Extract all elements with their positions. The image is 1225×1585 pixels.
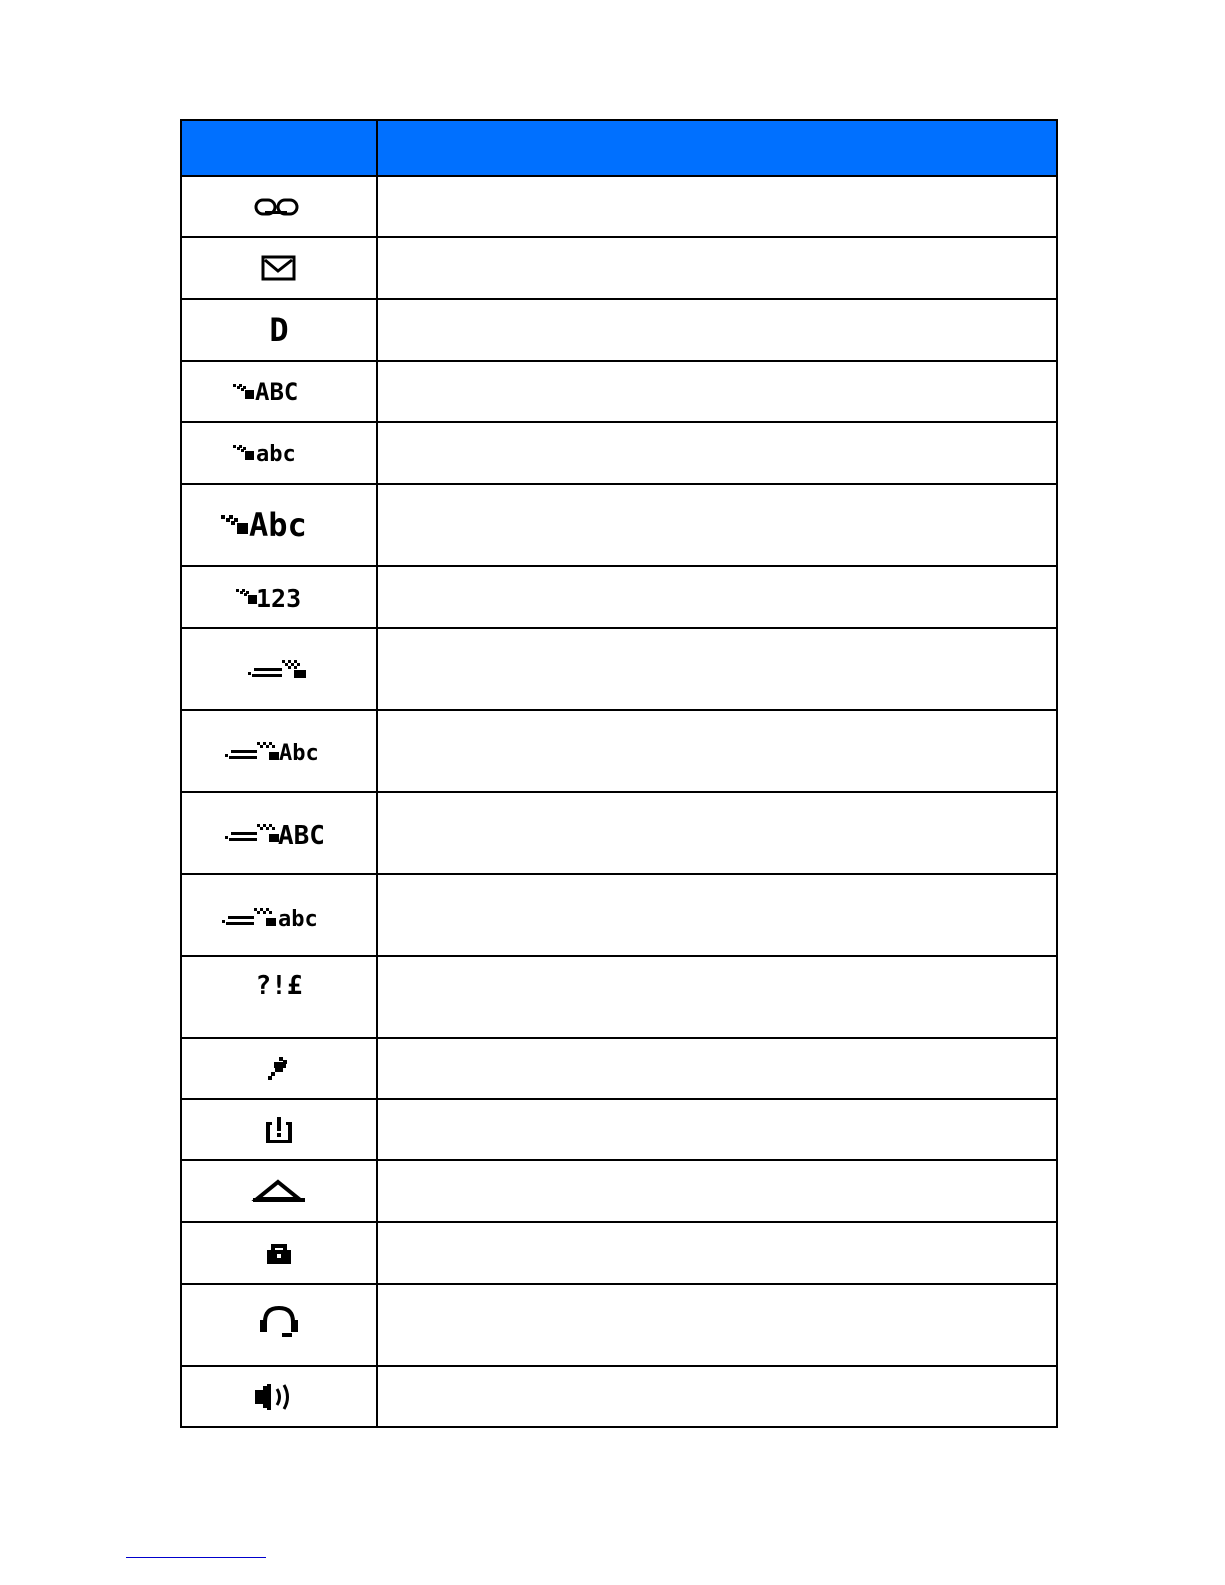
table-row	[181, 956, 1057, 1038]
table-row	[181, 1366, 1057, 1427]
description-cell	[377, 710, 1057, 792]
predictive-text-icon	[244, 654, 314, 684]
svg-text:Abc: Abc	[279, 741, 319, 766]
description-cell	[377, 1099, 1057, 1160]
icon-cell	[181, 1284, 377, 1366]
icon-cell	[181, 710, 377, 792]
speakerphone-icon	[251, 1380, 307, 1414]
icon-cell	[181, 299, 377, 361]
table-row	[181, 874, 1057, 956]
icon-cell	[181, 1366, 377, 1427]
description-cell	[377, 566, 1057, 628]
predictive-uppercase-abc-icon	[223, 816, 335, 850]
predictive-lowercase-abc-icon	[220, 900, 338, 930]
svg-text:?!£: ?!£	[255, 972, 303, 1001]
icon-cell	[181, 422, 377, 484]
icon-cell	[181, 956, 377, 1038]
triangle-icon	[249, 1177, 309, 1205]
table-row	[181, 484, 1057, 566]
table-row	[181, 1038, 1057, 1099]
table-row	[181, 1160, 1057, 1222]
description-cell	[377, 422, 1057, 484]
alert-box-icon	[262, 1114, 296, 1146]
pen-uppercase-abc-icon	[231, 376, 327, 408]
svg-text:ABC: ABC	[255, 377, 299, 406]
description-cell	[377, 299, 1057, 361]
icon-cell	[181, 874, 377, 956]
description-cell	[377, 1284, 1057, 1366]
headset-icon	[254, 1302, 304, 1348]
table-row	[181, 361, 1057, 422]
description-cell	[377, 874, 1057, 956]
description-cell	[377, 1222, 1057, 1284]
table-row	[181, 792, 1057, 874]
pen-numeric-123-icon	[234, 581, 324, 613]
icon-cell	[181, 566, 377, 628]
table-row	[181, 566, 1057, 628]
icon-cell	[181, 176, 377, 237]
description-cell	[377, 628, 1057, 710]
header-icon-column	[181, 120, 377, 176]
voicemail-icon	[251, 193, 307, 221]
table-row	[181, 176, 1057, 237]
svg-text:abc: abc	[256, 442, 296, 467]
letter-d-icon	[259, 312, 299, 348]
pushpin-icon	[262, 1054, 296, 1084]
description-cell	[377, 1038, 1057, 1099]
envelope-message-icon	[259, 253, 299, 283]
svg-text:ABC: ABC	[278, 821, 325, 850]
icon-cell	[181, 237, 377, 299]
description-cell	[377, 956, 1057, 1038]
symbols-icon	[239, 972, 319, 1022]
table-row	[181, 1099, 1057, 1160]
icon-cell	[181, 792, 377, 874]
description-cell	[377, 1160, 1057, 1222]
predictive-sentence-case-abc-icon	[223, 736, 335, 766]
icon-cell	[181, 1099, 377, 1160]
table-row	[181, 237, 1057, 299]
lock-icon	[259, 1238, 299, 1268]
table-row	[181, 1222, 1057, 1284]
description-cell	[377, 484, 1057, 566]
table-row	[181, 1284, 1057, 1366]
description-cell	[377, 792, 1057, 874]
pen-lowercase-abc-icon	[231, 437, 327, 469]
icon-cell	[181, 1222, 377, 1284]
table-row	[181, 422, 1057, 484]
description-cell	[377, 1366, 1057, 1427]
table-row	[181, 710, 1057, 792]
icon-cell	[181, 1160, 377, 1222]
icon-cell	[181, 361, 377, 422]
svg-text:D: D	[269, 312, 289, 348]
icon-cell	[181, 1038, 377, 1099]
pen-sentence-case-abc-icon	[219, 505, 339, 545]
svg-text:Abc: Abc	[249, 506, 307, 544]
icon-cell	[181, 484, 377, 566]
svg-text:123: 123	[256, 584, 302, 613]
footer-link-underline	[126, 1557, 266, 1558]
table-row	[181, 628, 1057, 710]
icon-table	[180, 119, 1058, 1428]
svg-text:abc: abc	[278, 907, 318, 930]
description-cell	[377, 176, 1057, 237]
header-description-column	[377, 120, 1057, 176]
table-header-row	[181, 120, 1057, 176]
description-cell	[377, 237, 1057, 299]
description-cell	[377, 361, 1057, 422]
table-row	[181, 299, 1057, 361]
icon-cell	[181, 628, 377, 710]
